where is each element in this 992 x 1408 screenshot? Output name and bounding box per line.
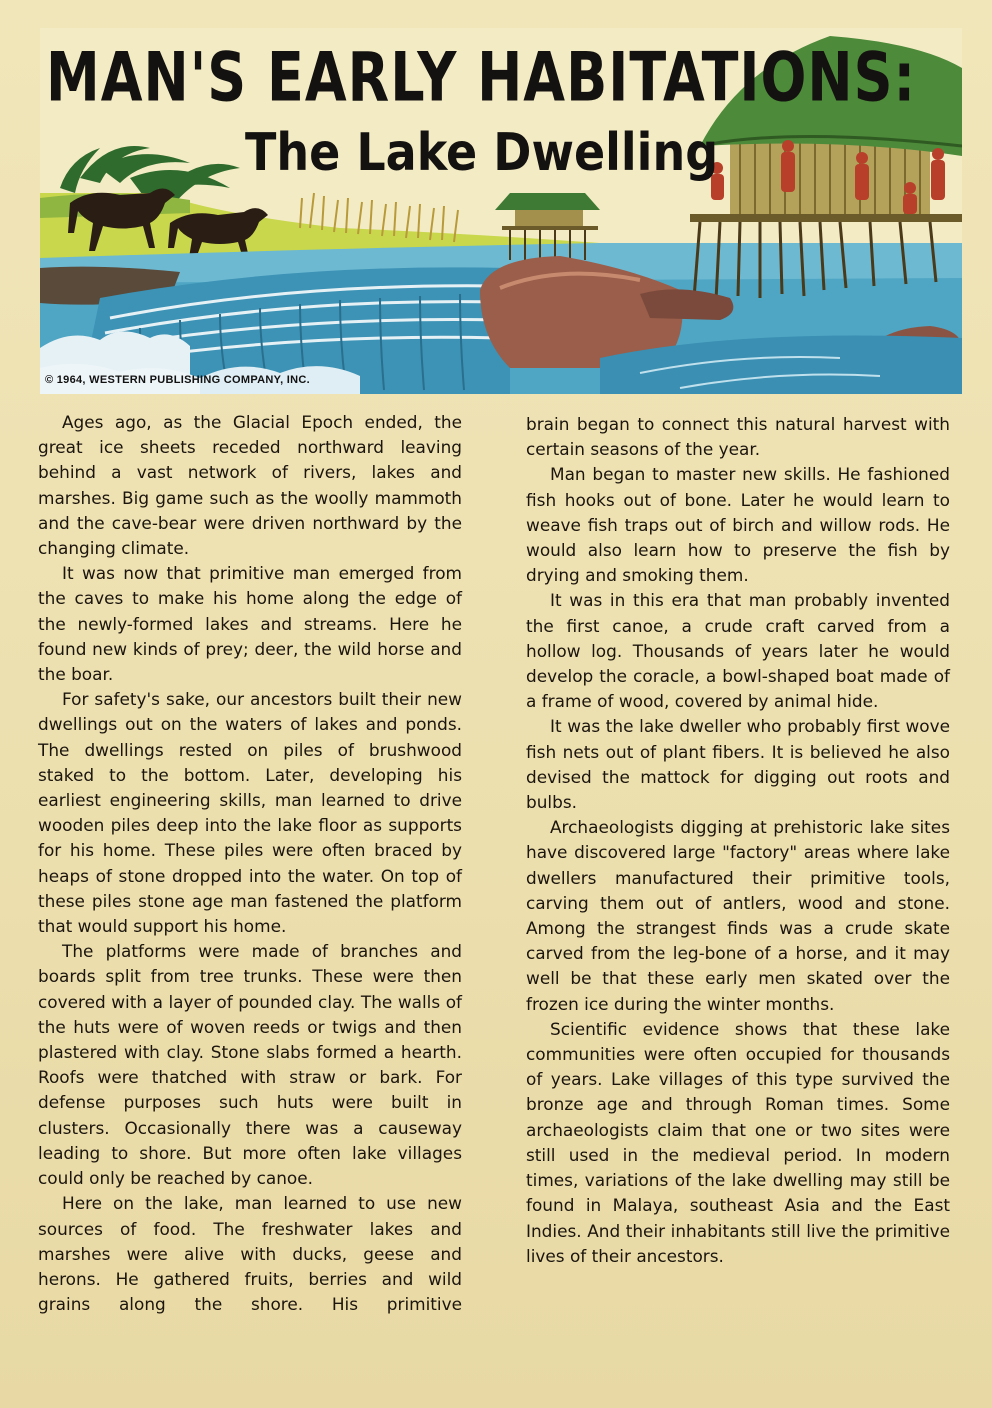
- paragraph: It was now that primitive man emerged from the caves to make his home along the edge of the newly-formed lakes and streams. Here he found new kinds of prey; deer, the wild horse and the boar.: [38, 563, 462, 685]
- paragraph: Ages ago, as the Glacial Epoch ended, the great ice sheets receded northward leaving behind a vast network of rivers, lakes and marshes. Big game such as the woolly mammoth and the cave-bear were driven northward by the changing climate.: [38, 412, 462, 559]
- copyright-notice: © 1964, WESTERN PUBLISHING COMPANY, INC.: [45, 374, 310, 386]
- paragraph: Man began to master new skills. He fashioned fish hooks out of bone. Later he would learn to weave fish traps out of birch and willow rods. He would also learn how to preserve the fish by drying and smoking them.: [526, 464, 950, 586]
- article-left-column: [38, 410, 462, 1317]
- paragraph-continued: brain began to connect this natural harvest with certain seasons of the year.: [526, 414, 950, 460]
- title-panel: [40, 28, 962, 394]
- paragraph: It was in this era that man probably invented the first canoe, a crude craft carved from a hollow log. Thousands of years later he would develop the coracle, a bowl-shaped boat made of a frame of wood, covered by animal hide.: [526, 590, 950, 712]
- page-title: MAN'S EARLY HABITATIONS:: [46, 38, 917, 117]
- paragraph: It was the lake dweller who probably first wove fish nets out of plant fibers. It is believed he also devised the mattock for digging out roots and bulbs.: [526, 716, 950, 813]
- paragraph: Here on the lake, man learned to use new sources of food. The freshwater lakes and marshes were alive with ducks, geese and herons. He gathered fruits, berries and wild grains along the shore. His primitive: [38, 1193, 462, 1315]
- page-subtitle: The Lake Dwelling: [245, 122, 719, 183]
- article-right-column: [526, 412, 950, 1269]
- paragraph: Archaeologists digging at prehistoric lake sites have discovered large "factory" areas where lake dwellers manufactured their primitive tools, carving them out of antlers, wood and stone. Among the strangest finds was a crude skate carved from the leg-bone of a horse, and it may well be that these early men skated over the frozen ice during the winter months.: [526, 817, 950, 1014]
- paragraph: The platforms were made of branches and boards split from tree trunks. These were then covered with a layer of pounded clay. The walls of the huts were of woven reeds or twigs and then plastered with clay. Stone slabs formed a hearth. Roofs were thatched with straw or bark. For defense purposes such huts were built in clusters. Occasionally there was a causeway leading to shore. But more often lake villages could only be reached by canoe.: [38, 941, 462, 1189]
- paragraph: For safety's sake, our ancestors built their new dwellings out on the waters of lakes and ponds. The dwellings rested on piles of brushwood staked to the bottom. Later, developing his earliest engineering skills, man learned to drive wooden piles deep into the lake floor as supports for his home. These piles were often braced by heaps of stone dropped into the water. On top of these piles stone age man fastened the platform that would support his home.: [38, 689, 462, 937]
- paragraph: Scientific evidence shows that these lake communities were often occupied for thousands of years. Lake villages of this type survived the bronze age and through Roman times. Some archaeologists claim that one or two sites were still used in the medieval period. In modern times, variations of the lake dwelling may still be found in Malaya, southeast Asia and the East Indies. And their inhabitants still live the primitive lives of their ancestors.: [526, 1018, 950, 1266]
